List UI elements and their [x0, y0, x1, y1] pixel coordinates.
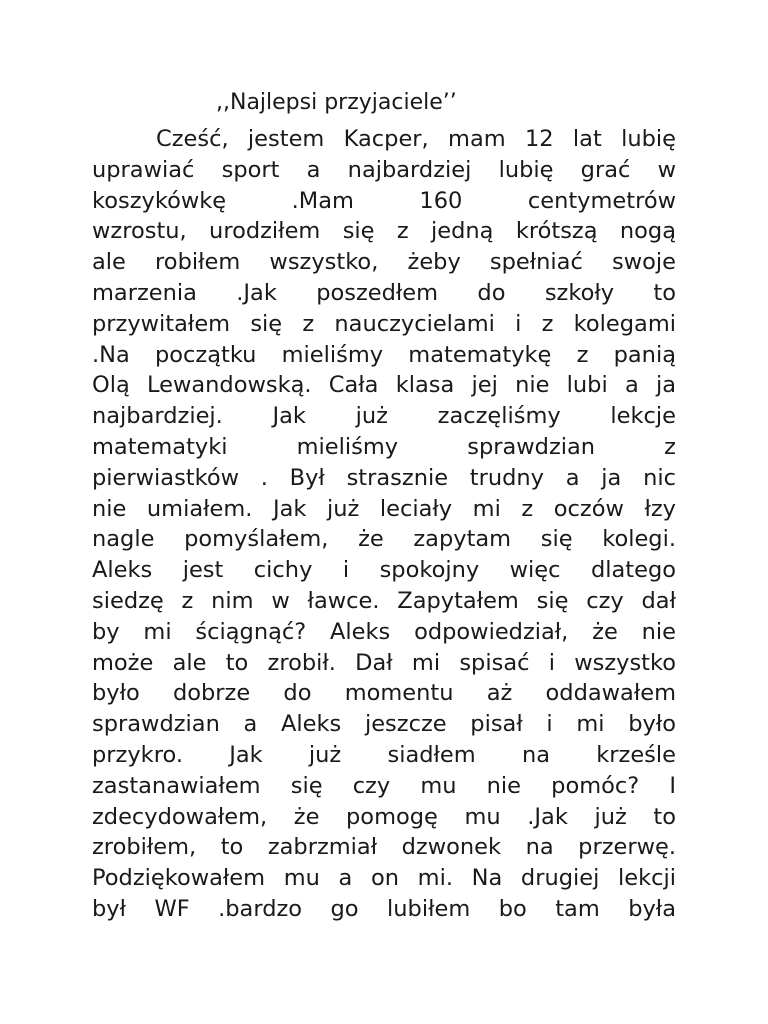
- text-line: .Na początku mieliśmy matematykę z panią: [92, 341, 676, 368]
- text-line: Aleks jest cichy i spokojny więc dlatego: [92, 557, 676, 584]
- text-line: był WF .bardzo go lubiłem bo tam była: [92, 895, 676, 922]
- text-line: nagle pomyślałem, że zapytam się kolegi.: [92, 526, 676, 553]
- text-line: przykro. Jak już siadłem na krześle: [92, 741, 676, 768]
- text-line: uprawiać sport a najbardziej lubię grać w: [92, 156, 676, 183]
- text-line: zastanawiałem się czy mu nie pomóc? I: [92, 772, 676, 799]
- text-line: by mi ściągnąć? Aleks odpowiedział, że nie: [92, 618, 676, 645]
- text-line: zrobiłem, to zabrzmiał dzwonek na przerwę.: [92, 834, 676, 861]
- text-line: sprawdzian a Aleks jeszcze pisał i mi było: [92, 711, 676, 738]
- text-line: Olą Lewandowską. Cała klasa jej nie lubi a ja: [92, 372, 676, 399]
- text-line: ale robiłem wszystko, żeby spełniać swoje: [92, 249, 676, 276]
- text-line: Cześć, jestem Kacper, mam 12 lat lubię: [156, 126, 676, 152]
- text-line: było dobrze do momentu aż oddawałem: [92, 680, 676, 707]
- document-title: ,,Najlepsi przyjaciele’’: [216, 90, 457, 115]
- text-line: wzrostu, urodziłem się z jedną krótszą nogą: [92, 218, 676, 245]
- document-body: [92, 124, 676, 925]
- text-line: Podziękowałem mu a on mi. Na drugiej lekcji: [92, 865, 676, 892]
- text-line: pierwiastków . Był strasznie trudny a ja nic: [92, 464, 676, 491]
- text-line: może ale to zrobił. Dał mi spisać i wszystko: [92, 649, 676, 676]
- text-line: siedzę z nim w ławce. Zapytałem się czy dał: [92, 587, 676, 614]
- text-line: najbardziej. Jak już zaczęliśmy lekcje: [92, 403, 676, 430]
- text-line: nie umiałem. Jak już leciały mi z oczów łzy: [92, 495, 676, 522]
- text-line: przywitałem się z nauczycielami i z kolegami: [92, 310, 676, 337]
- text-line: marzenia .Jak poszedłem do szkoły to: [92, 279, 676, 306]
- text-line: zdecydowałem, że pomogę mu .Jak już to: [92, 803, 676, 830]
- text-line: matematyki mieliśmy sprawdzian z: [92, 433, 676, 460]
- text-line: koszykówkę .Mam 160 centymetrów: [92, 187, 676, 214]
